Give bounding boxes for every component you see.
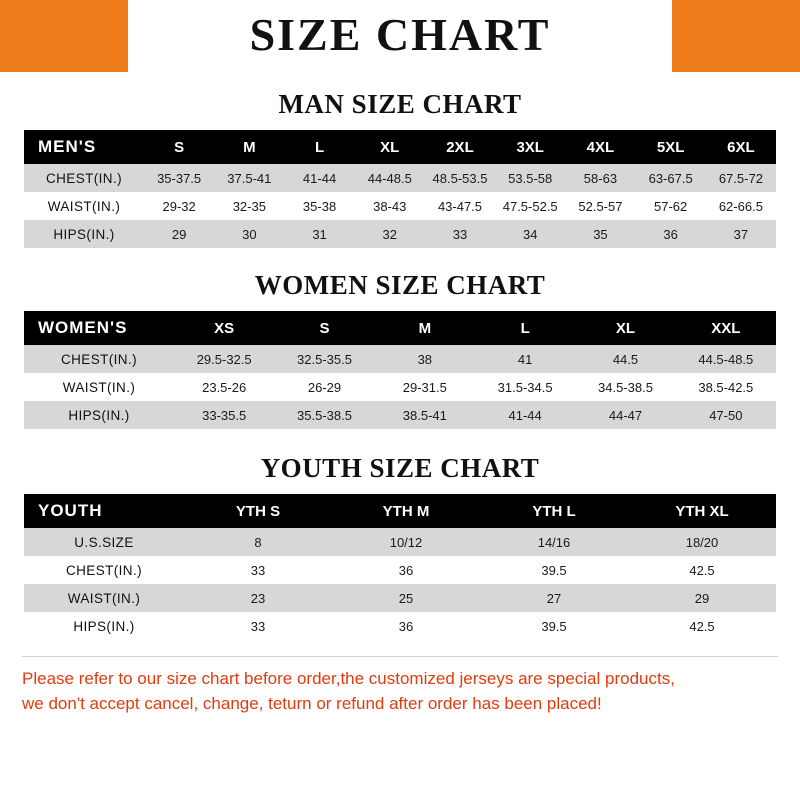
women-hips-s: 35.5-38.5	[274, 401, 374, 429]
women-col-s: S	[274, 311, 374, 345]
youth-waist-l: 27	[480, 584, 628, 612]
youth-waist-s: 23	[184, 584, 332, 612]
men-chest-5xl: 63-67.5	[636, 164, 706, 192]
youth-table-head	[24, 494, 776, 528]
men-hips-3xl: 34	[495, 220, 565, 248]
page-title: SIZE CHART	[249, 9, 551, 60]
youth-col-l: YTH L	[480, 494, 628, 528]
women-col-xs: XS	[174, 311, 274, 345]
men-hips-5xl: 36	[636, 220, 706, 248]
women-hips-xl: 44-47	[575, 401, 675, 429]
table-row	[24, 220, 776, 248]
youth-row-chest-label: CHEST(IN.)	[24, 556, 184, 584]
men-waist-m: 32-35	[214, 192, 284, 220]
women-section-title: WOMEN SIZE CHART	[254, 270, 546, 300]
table-row	[24, 528, 776, 556]
men-col-2xl: 2XL	[425, 130, 495, 164]
women-corner-label: WOMEN'S	[24, 311, 174, 345]
table-row	[24, 612, 776, 640]
footer-note	[22, 656, 778, 716]
youth-waist-m: 25	[332, 584, 480, 612]
youth-hips-l: 39.5	[480, 612, 628, 640]
men-row-hips-label: HIPS(IN.)	[24, 220, 144, 248]
youth-row-ussize-label: U.S.SIZE	[24, 528, 184, 556]
men-table-body	[24, 164, 776, 248]
men-col-4xl: 4XL	[565, 130, 635, 164]
women-row-chest-label: CHEST(IN.)	[24, 345, 174, 373]
footer-note-line-1: Please refer to our size chart before order,the customized jerseys are special products,	[22, 669, 675, 688]
women-table-head	[24, 311, 776, 345]
table-row	[24, 401, 776, 429]
men-hips-2xl: 33	[425, 220, 495, 248]
men-row-chest-label: CHEST(IN.)	[24, 164, 144, 192]
men-col-5xl: 5XL	[636, 130, 706, 164]
women-chest-m: 38	[375, 345, 475, 373]
table-row	[24, 192, 776, 220]
youth-ussize-l: 14/16	[480, 528, 628, 556]
men-waist-3xl: 47.5-52.5	[495, 192, 565, 220]
men-chest-m: 37.5-41	[214, 164, 284, 192]
youth-hips-xl: 42.5	[628, 612, 776, 640]
men-waist-s: 29-32	[144, 192, 214, 220]
men-col-xl: XL	[355, 130, 425, 164]
men-hips-m: 30	[214, 220, 284, 248]
women-col-xl: XL	[575, 311, 675, 345]
men-col-m: M	[214, 130, 284, 164]
women-col-xxl: XXL	[676, 311, 776, 345]
youth-row-hips-label: HIPS(IN.)	[24, 612, 184, 640]
women-header-row	[24, 311, 776, 345]
youth-col-s: YTH S	[184, 494, 332, 528]
men-waist-2xl: 43-47.5	[425, 192, 495, 220]
women-col-m: M	[375, 311, 475, 345]
men-hips-6xl: 37	[706, 220, 776, 248]
men-col-l: L	[284, 130, 354, 164]
youth-chest-m: 36	[332, 556, 480, 584]
table-row	[24, 345, 776, 373]
table-row	[24, 373, 776, 401]
youth-corner-label: YOUTH	[24, 494, 184, 528]
men-row-waist-label: WAIST(IN.)	[24, 192, 144, 220]
header-band	[0, 0, 800, 72]
men-waist-l: 35-38	[284, 192, 354, 220]
men-waist-6xl: 62-66.5	[706, 192, 776, 220]
men-chest-s: 35-37.5	[144, 164, 214, 192]
women-hips-xxl: 47-50	[676, 401, 776, 429]
women-chest-l: 41	[475, 345, 575, 373]
men-col-3xl: 3XL	[495, 130, 565, 164]
women-waist-l: 31.5-34.5	[475, 373, 575, 401]
content-area	[0, 89, 800, 640]
men-hips-xl: 32	[355, 220, 425, 248]
youth-waist-xl: 29	[628, 584, 776, 612]
women-chest-xl: 44.5	[575, 345, 675, 373]
youth-row-waist-label: WAIST(IN.)	[24, 584, 184, 612]
men-hips-s: 29	[144, 220, 214, 248]
youth-ussize-s: 8	[184, 528, 332, 556]
men-chest-3xl: 53.5-58	[495, 164, 565, 192]
women-hips-xs: 33-35.5	[174, 401, 274, 429]
youth-col-xl: YTH XL	[628, 494, 776, 528]
youth-hips-s: 33	[184, 612, 332, 640]
youth-chest-l: 39.5	[480, 556, 628, 584]
youth-ussize-xl: 18/20	[628, 528, 776, 556]
men-col-s: S	[144, 130, 214, 164]
youth-chest-xl: 42.5	[628, 556, 776, 584]
men-table-head	[24, 130, 776, 164]
women-row-waist-label: WAIST(IN.)	[24, 373, 174, 401]
women-chest-s: 32.5-35.5	[274, 345, 374, 373]
women-row-hips-label: HIPS(IN.)	[24, 401, 174, 429]
youth-size-table	[24, 494, 776, 640]
men-waist-4xl: 52.5-57	[565, 192, 635, 220]
youth-chest-s: 33	[184, 556, 332, 584]
men-header-row	[24, 130, 776, 164]
men-waist-xl: 38-43	[355, 192, 425, 220]
men-chest-l: 41-44	[284, 164, 354, 192]
men-hips-4xl: 35	[565, 220, 635, 248]
women-chest-xs: 29.5-32.5	[174, 345, 274, 373]
women-hips-m: 38.5-41	[375, 401, 475, 429]
youth-header-row	[24, 494, 776, 528]
women-table-body	[24, 345, 776, 429]
women-waist-xxl: 38.5-42.5	[676, 373, 776, 401]
youth-section-title: YOUTH SIZE CHART	[260, 453, 540, 483]
men-chest-2xl: 48.5-53.5	[425, 164, 495, 192]
men-hips-l: 31	[284, 220, 354, 248]
youth-table-body	[24, 528, 776, 640]
men-chest-4xl: 58-63	[565, 164, 635, 192]
women-waist-xs: 23.5-26	[174, 373, 274, 401]
men-corner-label: MEN'S	[24, 130, 144, 164]
footer-note-line-2: we don't accept cancel, change, teturn or refund after order has been placed!	[22, 693, 602, 713]
women-col-l: L	[475, 311, 575, 345]
men-chest-6xl: 67.5-72	[706, 164, 776, 192]
table-row	[24, 584, 776, 612]
women-waist-m: 29-31.5	[375, 373, 475, 401]
men-size-table	[24, 130, 776, 248]
table-row	[24, 556, 776, 584]
men-section-title: MAN SIZE CHART	[278, 89, 522, 119]
men-col-6xl: 6XL	[706, 130, 776, 164]
women-size-table	[24, 311, 776, 429]
table-row	[24, 164, 776, 192]
youth-col-m: YTH M	[332, 494, 480, 528]
youth-hips-m: 36	[332, 612, 480, 640]
youth-ussize-m: 10/12	[332, 528, 480, 556]
women-waist-xl: 34.5-38.5	[575, 373, 675, 401]
women-chest-xxl: 44.5-48.5	[676, 345, 776, 373]
women-waist-s: 26-29	[274, 373, 374, 401]
women-hips-l: 41-44	[475, 401, 575, 429]
men-waist-5xl: 57-62	[636, 192, 706, 220]
men-chest-xl: 44-48.5	[355, 164, 425, 192]
